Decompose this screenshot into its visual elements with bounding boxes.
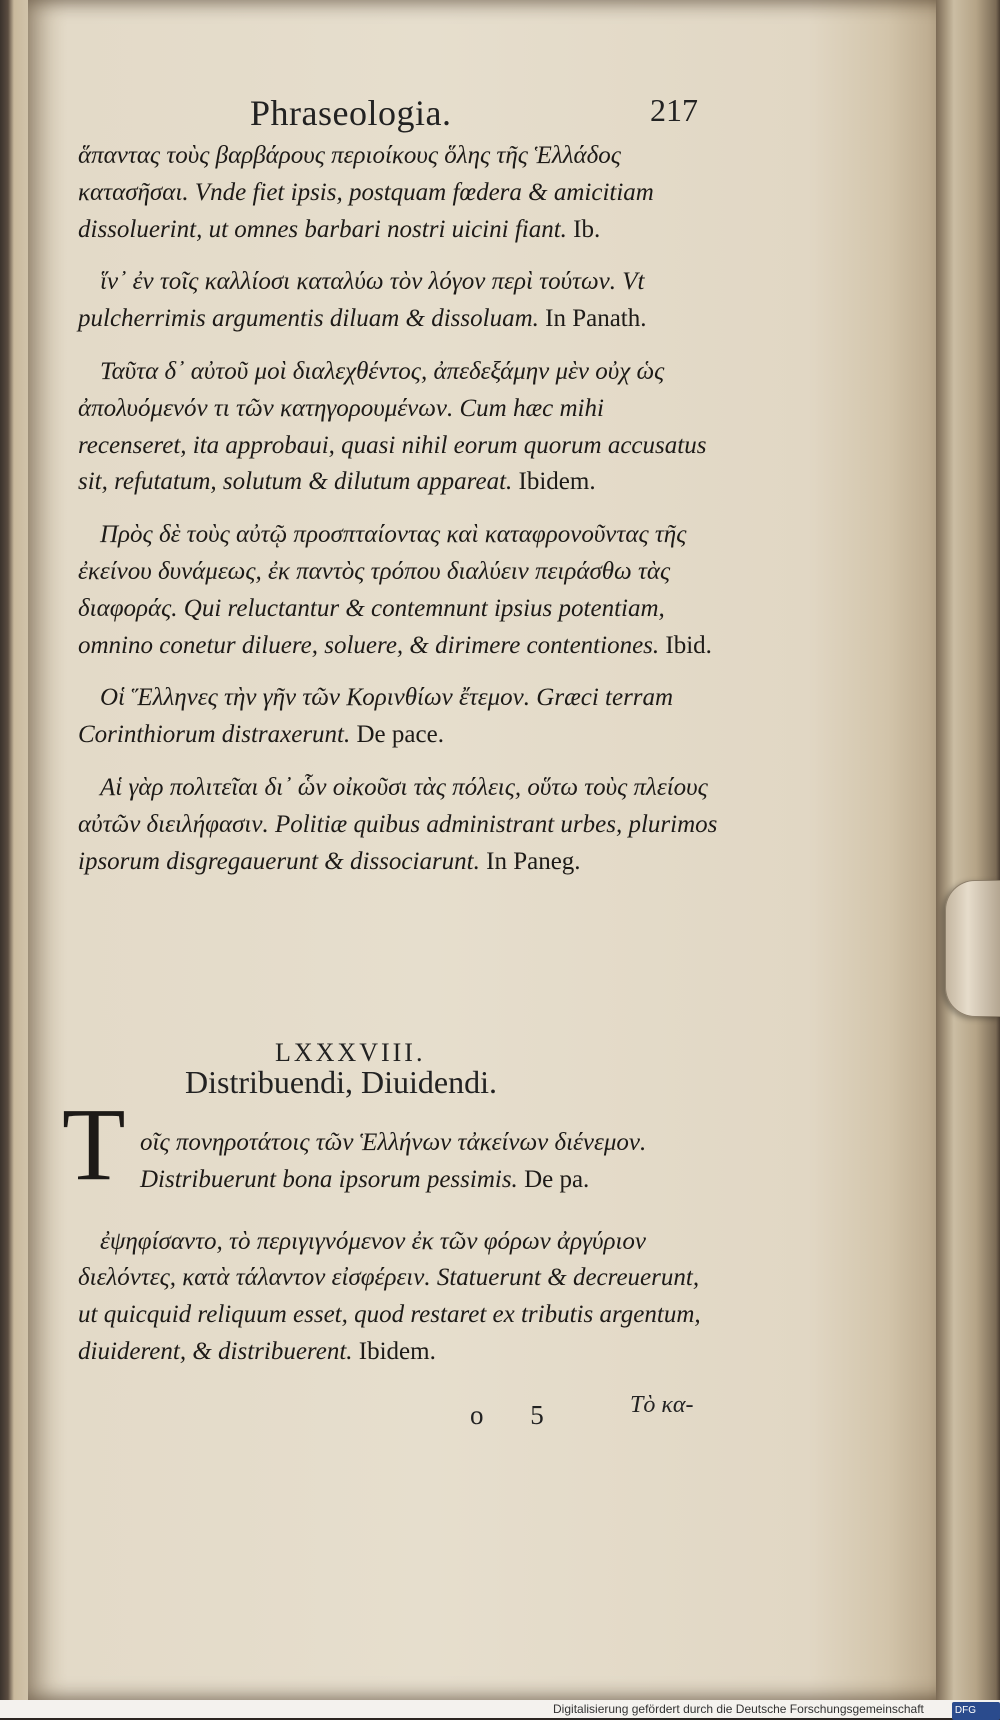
body-text bbox=[78, 138, 718, 896]
paragraph bbox=[78, 517, 718, 664]
signature-mark: o 5 bbox=[470, 1400, 564, 1430]
source-reference: Ibidem. bbox=[518, 468, 596, 496]
drop-cap: T bbox=[62, 1087, 126, 1202]
latin-translation: Distribuerunt bona ipsorum pessimis. bbox=[140, 1165, 518, 1193]
greek-quote: Οἱ Ἕλληνες τὴν γῆν τῶν Κορινθίων ἔτεμον. bbox=[100, 684, 531, 712]
page-header bbox=[250, 92, 700, 138]
paragraph bbox=[78, 354, 718, 501]
greek-quote: Ταῦτα δ᾽ αὐτοῦ μοὶ διαλεχθέντος, ἀπεδεξάμην μὲν οὐχ ὡς ἀπολυόμενόν τι τῶν κατηγορουμένων. bbox=[78, 357, 665, 422]
greek-quote: οῖς πονηροτάτοις τῶν Ἑλλήνων τἀκείνων διένεμον. bbox=[140, 1129, 647, 1156]
latin-translation: Statuerunt & decreuerunt, ut quicquid reliquum esset, quod restaret ex tributis argentum, diuiderent, & distribuerent. bbox=[78, 1264, 701, 1365]
latin-translation: Vnde fiet ipsis, postquam fœdera & amicitiam dissoluerint, ut omnes barbari nostri uicini fiant. bbox=[78, 178, 654, 243]
source-reference: In Paneg. bbox=[486, 847, 581, 875]
latin-translation: Vt pulcherrimis argumentis diluam & dissoluam. bbox=[78, 268, 645, 333]
paragraph bbox=[78, 264, 718, 338]
running-title: Phraseologia. bbox=[250, 93, 452, 133]
source-reference: Ibidem. bbox=[358, 1337, 436, 1365]
paragraph bbox=[78, 1224, 718, 1371]
latin-translation: Qui reluctantur & contemnunt ipsius potentiam, omnino conetur diluere, soluere, & dirimere contentiones. bbox=[78, 594, 665, 659]
latin-translation: Politiæ quibus administrant urbes, plurimos ipsorum disgregauerunt & dissociarunt. bbox=[78, 810, 718, 875]
paragraph bbox=[78, 138, 718, 248]
greek-quote: Αἱ γὰρ πολιτεῖαι δι᾽ ὧν οἰκοῦσι τὰς πόλεις, οὕτω τοὺς πλείους αὐτῶν διειλήφασιν. bbox=[78, 773, 708, 838]
greek-quote: ἐψηφίσαντο, τὸ περιγιγνόμενον ἐκ τῶν φόρων ἀργύριον διελόντες, κατὰ τάλαντον εἰσφέρειν. bbox=[78, 1227, 647, 1292]
section-title: Distribuendi, Diuidendi. bbox=[185, 1064, 497, 1100]
source-reference: Ibid. bbox=[665, 631, 712, 659]
page-number: 217 bbox=[650, 92, 698, 128]
digitization-footer bbox=[0, 1700, 1000, 1718]
footer-text: Digitalisierung gefördert durch die Deutsche Forschungsgemeinschaft bbox=[553, 1702, 924, 1716]
source-reference: De pace. bbox=[356, 721, 444, 749]
catchword: Τὸ κα- bbox=[630, 1392, 694, 1418]
greek-quote: ἵν᾽ ἐν τοῖς καλλίοσι καταλύω τὸν λόγον περὶ τούτων. bbox=[100, 268, 617, 296]
paragraph bbox=[78, 770, 718, 880]
section-number: LXXXVIII. bbox=[275, 1038, 426, 1067]
latin-translation: Cum hæc mihi recenseret, ita approbaui, quasi nihil eorum quorum accusatus sit, refutatum, solutum & dilutum appareat. bbox=[78, 394, 707, 496]
source-reference: In Panath. bbox=[545, 305, 647, 333]
greek-quote: Πρὸς δὲ τοὺς αὐτῷ προσπταίοντας καὶ καταφρονοῦντας τῆς ἐκείνου δυνάμεως, ἐκ παντὸς τρόπου διαλύειν πειράσθω τὰς διαφοράς. bbox=[78, 521, 687, 622]
latin-translation: Græci terram Corinthiorum distraxerunt. bbox=[78, 684, 674, 749]
dfg-logo-icon: DFG bbox=[952, 1702, 1000, 1720]
page-fore-edge bbox=[936, 0, 1000, 1700]
page-clip bbox=[945, 880, 1000, 1017]
adjacent-page-edge bbox=[0, 120, 26, 1420]
section-body bbox=[78, 1100, 718, 1387]
source-reference: Ib. bbox=[573, 215, 601, 243]
source-reference: De pa. bbox=[524, 1165, 590, 1193]
paragraph bbox=[78, 680, 718, 754]
paragraph bbox=[78, 1125, 718, 1199]
greek-quote: ἅπαντας τοὺς βαρβάρους περιοίκους ὅλης τῆς Ἑλλάδος κατασῆσαι. bbox=[78, 142, 621, 206]
